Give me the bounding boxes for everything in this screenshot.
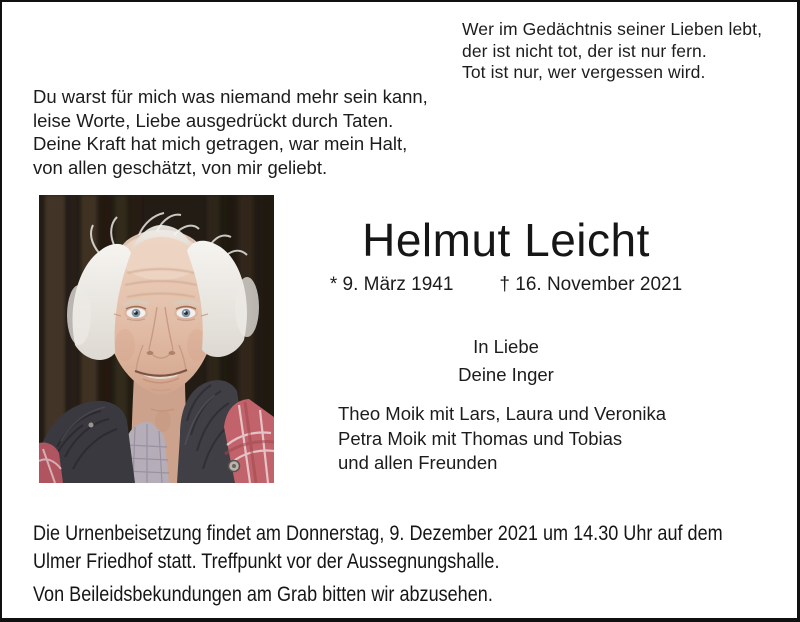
epitaph-line: Tot ist nur, wer vergessen wird.: [462, 62, 706, 82]
announcement-line: Die Urnenbeisetzung findet am Donnerstag, 9. Dezember 2021 um 14.30 Uhr auf dem: [33, 522, 723, 545]
deceased-name: Helmut Leicht: [362, 214, 650, 266]
portrait-photo-graphic: [39, 195, 274, 483]
condolence-note: [33, 581, 568, 609]
dedication-line: leise Worte, Liebe ausgedrückt durch Taten.: [33, 109, 394, 131]
epitaph-line: Wer im Gedächtnis seiner Lieben lebt,: [462, 19, 763, 39]
mourner-line: Theo Moik mit Lars, Laura und Veronika: [338, 403, 667, 424]
mourner-line: und allen Freunden: [338, 452, 498, 473]
announcement-line: Ulmer Friedhof statt. Treffpunkt vor der Aussegnungshalle.: [33, 550, 500, 573]
portrait-photo: [39, 195, 274, 483]
mourners-list: [338, 402, 666, 476]
life-dates: [300, 273, 712, 297]
dedication-line: von allen geschätzt, von mir geliebt.: [33, 156, 328, 178]
dedication-line: Deine Kraft hat mich getragen, war mein Halt,: [33, 133, 408, 154]
farewell-salutation: In Liebe: [473, 336, 539, 357]
farewell-signature: Deine Inger: [458, 364, 554, 385]
death-date: † 16. November 2021: [499, 274, 683, 295]
memorial-block: [300, 2, 712, 502]
epitaph-line: der ist nicht tot, der ist nur fern.: [462, 40, 707, 61]
mourner-line: Petra Moik mit Thomas und Tobias: [338, 427, 623, 449]
funeral-announcement: [33, 520, 800, 576]
birth-date: * 9. März 1941: [329, 274, 454, 295]
condolence-note-text: Von Beileidsbekundungen am Grab bitten wir abzusehen.: [33, 583, 493, 606]
dedication-line: Du warst für mich was niemand mehr sein kann,: [33, 86, 428, 107]
